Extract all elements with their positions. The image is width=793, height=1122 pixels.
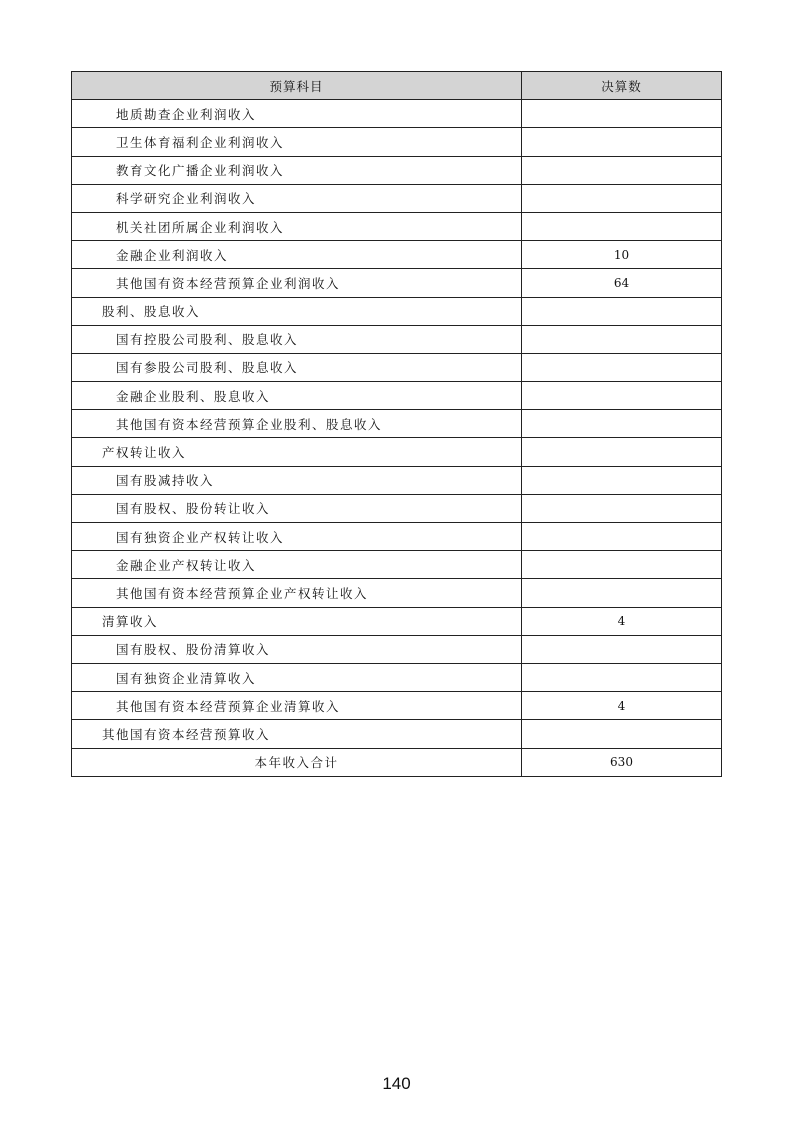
row-final-amount: 10 [522,241,722,269]
row-budget-item: 国有独资企业清算收入 [72,663,522,691]
row-budget-item: 金融企业利润收入 [72,241,522,269]
page-number: 140 [382,1074,411,1093]
row-final-amount [522,494,722,522]
header-budget-item: 预算科目 [72,72,522,100]
row-budget-item: 国有股权、股份转让收入 [72,494,522,522]
row-budget-item: 国有独资企业产权转让收入 [72,523,522,551]
table-row [72,551,722,579]
row-budget-item: 地质勘查企业利润收入 [72,100,522,128]
row-final-amount [522,128,722,156]
row-budget-item: 教育文化广播企业利润收入 [72,156,522,184]
row-final-amount [522,353,722,381]
table-row [72,184,722,212]
row-budget-item: 其他国有资本经营预算企业清算收入 [72,692,522,720]
header-final-amount: 决算数 [522,72,722,100]
row-final-amount [522,212,722,240]
row-budget-item: 其他国有资本经营预算企业股利、股息收入 [72,410,522,438]
row-final-amount [522,720,722,748]
table-row [72,128,722,156]
row-final-amount [522,438,722,466]
row-budget-item: 股利、股息收入 [72,297,522,325]
row-budget-item: 清算收入 [72,607,522,635]
row-budget-item: 其他国有资本经营预算收入 [72,720,522,748]
row-final-amount: 4 [522,607,722,635]
row-final-amount [522,635,722,663]
row-budget-item: 国有参股公司股利、股息收入 [72,353,522,381]
table-row [72,325,722,353]
row-budget-item: 国有股减持收入 [72,466,522,494]
row-final-amount [522,579,722,607]
row-budget-item: 其他国有资本经营预算企业利润收入 [72,269,522,297]
table-row [72,100,722,128]
row-final-amount: 4 [522,692,722,720]
table-row [72,241,722,269]
table-row [72,353,722,381]
row-budget-item: 国有控股公司股利、股息收入 [72,325,522,353]
row-budget-item: 产权转让收入 [72,438,522,466]
total-row [72,748,722,776]
row-final-amount [522,551,722,579]
table-row [72,692,722,720]
row-budget-item: 金融企业产权转让收入 [72,551,522,579]
table-row [72,663,722,691]
table-row [72,635,722,663]
row-final-amount [522,382,722,410]
total-label: 本年收入合计 [72,748,522,776]
table-row [72,720,722,748]
table-row [72,494,722,522]
table-row [72,156,722,184]
total-value: 630 [522,748,722,776]
row-final-amount [522,100,722,128]
table-row [72,269,722,297]
row-final-amount [522,410,722,438]
row-final-amount [522,297,722,325]
table-row [72,438,722,466]
row-final-amount [522,663,722,691]
row-final-amount [522,523,722,551]
row-budget-item: 其他国有资本经营预算企业产权转让收入 [72,579,522,607]
row-budget-item: 机关社团所属企业利润收入 [72,212,522,240]
table-row [72,382,722,410]
row-final-amount [522,156,722,184]
row-final-amount [522,184,722,212]
table-row [72,466,722,494]
budget-table [71,71,722,777]
row-budget-item: 卫生体育福利企业利润收入 [72,128,522,156]
header-row [72,72,722,100]
table-row [72,410,722,438]
row-budget-item: 科学研究企业利润收入 [72,184,522,212]
table-row [72,212,722,240]
row-budget-item: 国有股权、股份清算收入 [72,635,522,663]
table-row [72,523,722,551]
table-header [72,72,722,100]
table-body [72,100,722,777]
row-final-amount: 64 [522,269,722,297]
table-row [72,297,722,325]
row-final-amount [522,325,722,353]
table-row [72,579,722,607]
table-row [72,607,722,635]
row-final-amount [522,466,722,494]
row-budget-item: 金融企业股利、股息收入 [72,382,522,410]
